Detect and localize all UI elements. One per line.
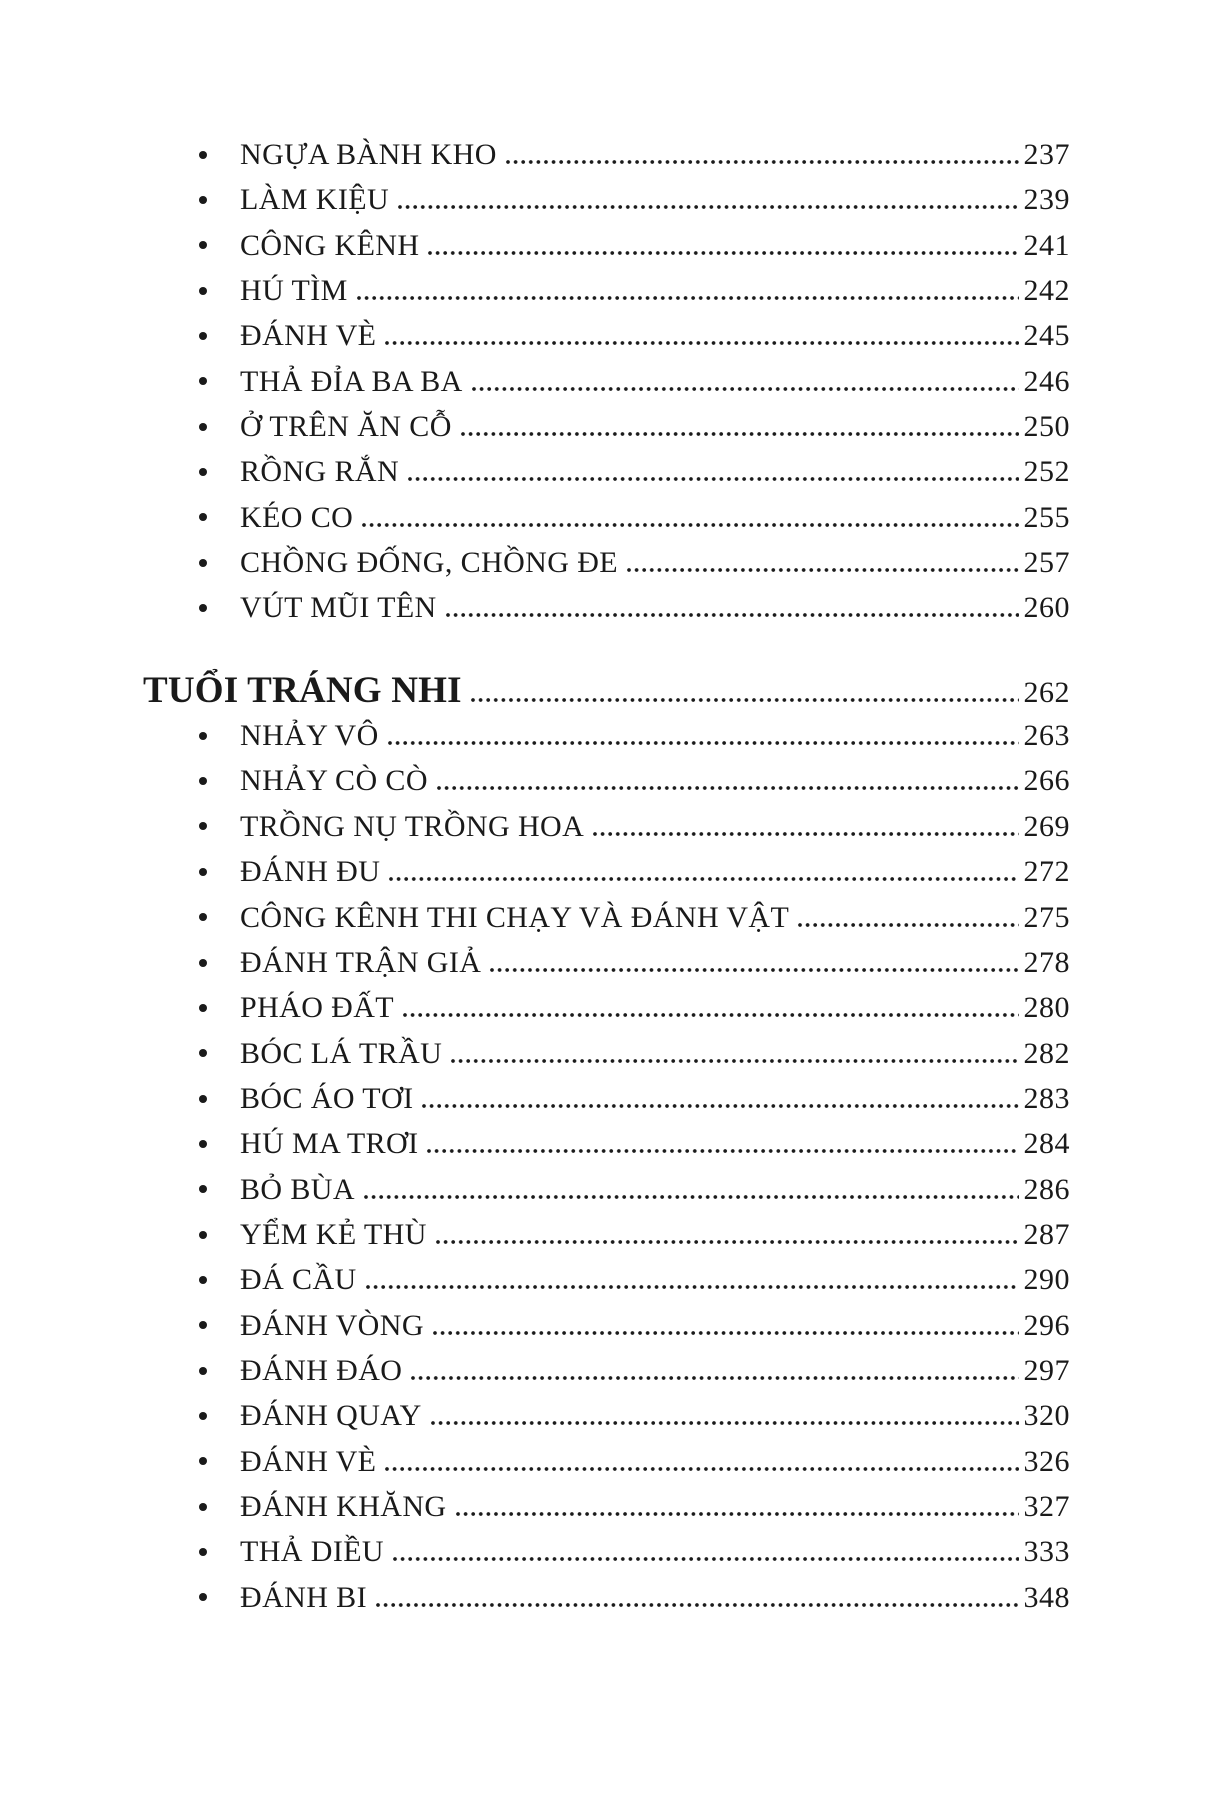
bullet-icon [199, 559, 207, 567]
dot-leader [393, 1557, 1018, 1561]
toc-row [0, 758, 1221, 803]
toc-entry-page-number: 287 [1023, 1217, 1070, 1251]
toc-entry-label: ĐÁNH BI [240, 1580, 367, 1614]
toc-entry-page-number: 250 [1023, 410, 1070, 444]
toc-entry-page-number: 333 [1023, 1535, 1070, 1569]
toc-entry-page-number: 327 [1023, 1489, 1070, 1523]
dot-leader [408, 477, 1018, 481]
toc-entry-label: ĐÁNH ĐU [240, 855, 381, 889]
toc-entry-page-number: 280 [1023, 991, 1070, 1025]
bullet-icon [199, 468, 207, 476]
toc-entry-label: NHẢY CÒ CÒ [240, 764, 428, 798]
dot-leader [403, 1013, 1018, 1017]
toc-entry-page-number: 320 [1023, 1399, 1070, 1433]
toc-entry-label: TRỒNG NỤ TRỒNG HOA [240, 809, 585, 843]
dot-leader [388, 741, 1019, 745]
bullet-icon [199, 1095, 207, 1103]
toc-entry-page-number: 237 [1023, 138, 1070, 171]
dot-leader [431, 1421, 1019, 1425]
bullet-icon [199, 1503, 207, 1511]
bullet-icon [199, 604, 207, 612]
bullet-icon [199, 377, 207, 385]
toc-row [0, 1076, 1221, 1121]
toc-entry-label: ĐÁNH TRẬN GIẢ [240, 945, 482, 979]
toc-row [0, 1529, 1221, 1574]
dot-leader [398, 205, 1018, 209]
toc-entry-page-number: 272 [1023, 855, 1070, 889]
toc-row [0, 1348, 1221, 1393]
toc-entry-label: YỂM KẺ THÙ [240, 1217, 427, 1251]
toc-row [0, 585, 1221, 630]
toc-row [0, 1212, 1221, 1257]
toc-entry-page-number: 266 [1023, 764, 1070, 798]
dot-leader [446, 613, 1019, 617]
toc-row [0, 1575, 1221, 1620]
toc-row [0, 1257, 1221, 1302]
dot-leader [366, 1285, 1019, 1289]
toc-entry-label: ĐÁNH QUAY [240, 1399, 422, 1433]
dot-leader [506, 160, 1019, 164]
dot-leader [461, 432, 1019, 436]
toc-row [0, 268, 1221, 313]
dot-leader [385, 1467, 1018, 1471]
toc-entry-label: Ở TRÊN ĂN CỖ [240, 410, 452, 444]
bullet-icon [199, 1548, 207, 1556]
toc-entry-page-number: 275 [1023, 900, 1070, 934]
dot-leader [472, 387, 1019, 391]
bullet-icon [199, 241, 207, 249]
toc-entry-page-number: 284 [1023, 1127, 1070, 1161]
dot-leader [433, 1331, 1019, 1335]
dot-leader [385, 341, 1018, 345]
dot-leader [357, 296, 1019, 300]
toc-entry-label: LÀM KIỆU [240, 183, 390, 217]
toc-entry-label: CÔNG KÊNH [240, 228, 420, 262]
toc-row [0, 495, 1221, 540]
toc-entry-page-number: 348 [1023, 1580, 1070, 1614]
toc-row [0, 177, 1221, 222]
toc-entry-page-number: 242 [1023, 274, 1070, 308]
toc-entry-label: ĐÁNH VÈ [240, 1444, 377, 1478]
toc-row [0, 1121, 1221, 1166]
toc-row [0, 985, 1221, 1030]
toc-entry-label: ĐÁNH VÒNG [240, 1308, 424, 1342]
dot-leader [376, 1603, 1019, 1607]
toc-row [0, 313, 1221, 358]
toc-entry-label: ĐÁNH VÈ [240, 319, 377, 353]
dot-leader [627, 568, 1019, 572]
bullet-icon [199, 1185, 207, 1193]
toc-row [0, 540, 1221, 585]
bullet-icon [199, 196, 207, 204]
dot-leader [490, 968, 1018, 972]
bullet-icon [199, 1457, 207, 1465]
bullet-icon [199, 287, 207, 295]
toc-entry-label: ĐÁNH KHĂNG [240, 1489, 447, 1523]
toc-entry-label: BỎ BÙA [240, 1172, 355, 1206]
toc-entry-page-number: 290 [1023, 1263, 1070, 1297]
toc-entry-label: CÔNG KÊNH THI CHẠY VÀ ĐÁNH VẬT [240, 900, 790, 934]
toc-entry-label: BÓC LÁ TRẦU [240, 1036, 443, 1070]
dot-leader [422, 1104, 1018, 1108]
toc-entry-page-number: 260 [1023, 591, 1070, 625]
toc-entry-label: THẢ DIỀU [240, 1535, 385, 1569]
bullet-icon [199, 1593, 207, 1601]
bullet-icon [199, 1412, 207, 1420]
bullet-icon [199, 1321, 207, 1329]
toc-entry-label: TUỔI TRÁNG NHI [143, 669, 462, 711]
bullet-icon [199, 513, 207, 521]
dot-leader [451, 1059, 1018, 1063]
dot-leader [389, 877, 1018, 881]
dot-leader [362, 523, 1018, 527]
toc-row [0, 849, 1221, 894]
bullet-icon [199, 1367, 207, 1375]
dot-leader [428, 251, 1018, 255]
toc-entry-page-number: 263 [1023, 719, 1070, 753]
toc-entry-page-number: 245 [1023, 319, 1070, 353]
toc-entry-label: RỒNG RẮN [240, 455, 400, 489]
toc-row [0, 1439, 1221, 1484]
dot-leader [437, 786, 1019, 790]
toc-row [0, 1167, 1221, 1212]
toc-entry-page-number: 239 [1023, 183, 1070, 217]
toc-entry-label: ĐÁNH ĐÁO [240, 1353, 403, 1387]
bullet-icon [199, 1140, 207, 1148]
toc-row [0, 449, 1221, 494]
bullet-icon [199, 332, 207, 340]
toc-entry-label: THẢ ĐỈA BA BA [240, 364, 463, 398]
dot-leader [436, 1240, 1019, 1244]
bullet-icon [199, 1231, 207, 1239]
toc-row [0, 895, 1221, 940]
dot-leader [798, 923, 1018, 927]
toc-row [0, 1484, 1221, 1529]
bullet-icon [199, 959, 207, 967]
toc-entry-label: HÚ TÌM [240, 274, 348, 308]
toc-entry-page-number: 255 [1023, 500, 1070, 534]
toc-entry-label: NGỰA BÀNH KHO [240, 138, 497, 171]
toc-row [0, 132, 1221, 177]
toc-entry-label: KÉO CO [240, 500, 354, 534]
toc-entry-page-number: 246 [1023, 364, 1070, 398]
dot-leader [593, 832, 1018, 836]
dot-leader [456, 1512, 1019, 1516]
toc-entry-page-number: 262 [1023, 675, 1070, 709]
dot-leader [411, 1376, 1018, 1380]
toc-row [0, 1303, 1221, 1348]
bullet-icon [199, 822, 207, 830]
toc-row [0, 1031, 1221, 1076]
toc-entry-page-number: 297 [1023, 1353, 1070, 1387]
toc-section-header [0, 668, 1221, 713]
toc-row [0, 359, 1221, 404]
toc-row [0, 1393, 1221, 1438]
toc-entry-page-number: 241 [1023, 228, 1070, 262]
dot-leader [427, 1149, 1018, 1153]
bullet-icon [199, 868, 207, 876]
toc-entry-label: BÓC ÁO TƠI [240, 1081, 414, 1115]
toc-entry-page-number: 257 [1023, 546, 1070, 580]
bullet-icon [199, 913, 207, 921]
toc-entry-page-number: 283 [1023, 1081, 1070, 1115]
toc-row [0, 940, 1221, 985]
toc-row [0, 713, 1221, 758]
bullet-icon [199, 1049, 207, 1057]
toc-entry-page-number: 278 [1023, 945, 1070, 979]
toc-entry-label: NHẢY VÔ [240, 719, 379, 753]
bullet-icon [199, 1004, 207, 1012]
toc-entry-page-number: 286 [1023, 1172, 1070, 1206]
toc-entry-label: CHỒNG ĐỐNG, CHỒNG ĐE [240, 546, 618, 580]
dot-leader [364, 1195, 1019, 1199]
bullet-icon [199, 732, 207, 740]
bullet-icon [199, 423, 207, 431]
bullet-icon [199, 777, 207, 785]
toc-entry-page-number: 282 [1023, 1036, 1070, 1070]
toc-entry-page-number: 326 [1023, 1444, 1070, 1478]
bullet-icon [199, 151, 207, 159]
toc-entry-page-number: 296 [1023, 1308, 1070, 1342]
toc-entry-page-number: 269 [1023, 809, 1070, 843]
toc-entry-label: HÚ MA TRƠI [240, 1127, 419, 1161]
toc-entry-label: VÚT MŨI TÊN [240, 591, 437, 625]
table-of-contents [0, 132, 1221, 1620]
toc-entry-page-number: 252 [1023, 455, 1070, 489]
dot-leader [471, 698, 1019, 702]
toc-row [0, 223, 1221, 268]
toc-row [0, 404, 1221, 449]
toc-entry-label: ĐÁ CẦU [240, 1263, 357, 1297]
bullet-icon [199, 1276, 207, 1284]
toc-entry-label: PHÁO ĐẤT [240, 991, 395, 1025]
toc-row [0, 804, 1221, 849]
